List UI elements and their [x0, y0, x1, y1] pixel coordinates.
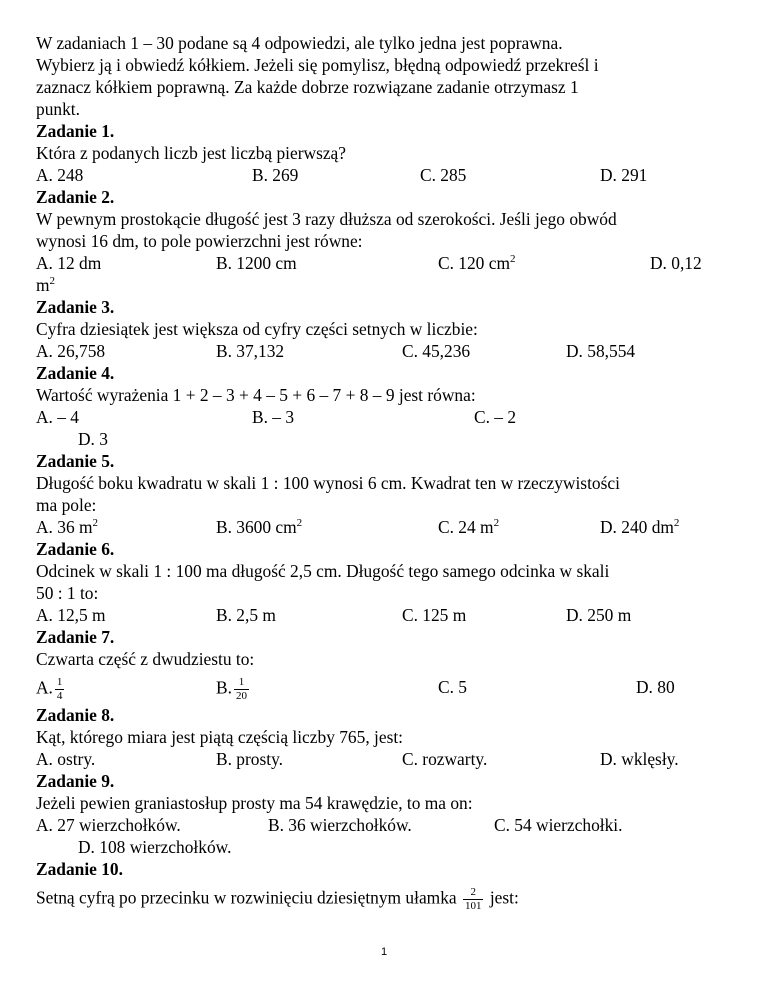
answer-row	[36, 670, 732, 704]
answer-row	[36, 814, 732, 836]
task-question: 50 : 1 to:	[36, 583, 99, 603]
answer-c[interactable]: C. – 2	[474, 407, 517, 427]
task-question: Odcinek w skali 1 : 100 ma długość 2,5 cm. Długość tego samego odcinka w skali	[36, 561, 610, 581]
task-question: Która z podanych liczb jest liczbą pierwszą?	[36, 143, 346, 163]
task-question	[36, 880, 732, 916]
answer-a[interactable]: A. 12 dm	[36, 253, 102, 273]
answer-continuation	[36, 274, 732, 296]
exponent: 2	[296, 517, 303, 530]
answer-c[interactable]: C. rozwarty.	[402, 749, 488, 769]
answer-a[interactable]	[36, 676, 66, 703]
exponent: 2	[49, 275, 56, 288]
answer-row	[36, 836, 732, 858]
task-title: Zadanie 2.	[36, 187, 115, 207]
answer-b[interactable]: B. 1200 cm	[216, 253, 297, 273]
intro-line	[36, 32, 732, 54]
task-title: Zadanie 9.	[36, 771, 115, 791]
answer-a-text: A.	[36, 677, 53, 698]
answer-c[interactable]: C. 54 wierzchołki.	[494, 815, 623, 835]
answer-a[interactable]: A. 12,5 m	[36, 605, 106, 625]
intro-text: Wybierz ją i obwiedź kółkiem. Jeżeli się pomylisz, błędną odpowiedź przekreśl i	[36, 55, 599, 75]
answer-b[interactable]: B. 36 wierzchołków.	[268, 815, 412, 835]
intro-line	[36, 98, 732, 120]
intro-line	[36, 76, 732, 98]
task-question: Kąt, którego miara jest piątą częścią liczby 765, jest:	[36, 727, 403, 747]
answer-c[interactable]	[438, 252, 515, 274]
answer-row	[36, 604, 732, 626]
task-title: Zadanie 5.	[36, 451, 115, 471]
exponent: 2	[509, 253, 516, 266]
intro-text: zaznacz kółkiem poprawną. Za każde dobrze rozwiązane zadanie otrzymasz 1	[36, 77, 579, 97]
fraction-numerator: 2	[463, 886, 484, 900]
answer-a[interactable]: A. 27 wierzchołków.	[36, 815, 181, 835]
answer-d[interactable]: D. 58,554	[566, 341, 636, 361]
task-question: Jeżeli pewien graniastosłup prosty ma 54 krawędzie, to ma on:	[36, 793, 473, 813]
task-title: Zadanie 6.	[36, 539, 115, 559]
answer-d[interactable]: D. wklęsły.	[600, 749, 679, 769]
answer-row	[36, 340, 732, 362]
task-title: Zadanie 3.	[36, 297, 115, 317]
answer-b[interactable]: B. 2,5 m	[216, 605, 276, 625]
answer-row	[36, 252, 732, 274]
answer-c[interactable]: C. 125 m	[402, 605, 467, 625]
answer-a[interactable]: A. 26,758	[36, 341, 106, 361]
fraction-denominator: 20	[235, 690, 247, 702]
answer-row	[36, 406, 732, 428]
answer-d-text: D. 240 dm	[600, 517, 674, 537]
exponent: 2	[493, 517, 500, 530]
answer-row	[36, 748, 732, 770]
answer-c-text: C. 120 cm	[438, 253, 510, 273]
answer-row	[36, 428, 732, 450]
task-question: Długość boku kwadratu w skali 1 : 100 wynosi 6 cm. Kwadrat ten w rzeczywistości	[36, 473, 620, 493]
answer-d[interactable]	[600, 516, 679, 538]
answer-b[interactable]: B. 269	[252, 165, 299, 185]
answer-a[interactable]: A. ostry.	[36, 749, 96, 769]
intro-line	[36, 54, 732, 76]
answer-a-text: A. 36 m	[36, 517, 93, 537]
answer-b-text: B. 3600 cm	[216, 517, 297, 537]
answer-row	[36, 164, 732, 186]
task-question: ma pole:	[36, 495, 97, 515]
answer-c[interactable]	[438, 516, 499, 538]
fraction	[234, 676, 249, 703]
answer-c[interactable]: C. 285	[420, 165, 467, 185]
answer-d[interactable]: D. 3	[78, 429, 108, 449]
answer-a[interactable]	[36, 516, 98, 538]
answer-c[interactable]: C. 45,236	[402, 341, 471, 361]
instructions	[36, 32, 732, 120]
answer-b[interactable]	[216, 516, 302, 538]
answer-d[interactable]: D. 250 m	[566, 605, 632, 625]
task-question: Cyfra dziesiątek jest większa od cyfry części setnych w liczbie:	[36, 319, 478, 339]
task-title: Zadanie 4.	[36, 363, 115, 383]
fraction-denominator: 4	[56, 690, 63, 702]
task-title: Zadanie 10.	[36, 859, 123, 879]
task-title: Zadanie 8.	[36, 705, 115, 725]
task-title: Zadanie 1.	[36, 121, 115, 141]
fraction	[463, 886, 484, 913]
answer-b-text: B.	[216, 677, 232, 698]
answer-a[interactable]: A. 248	[36, 165, 84, 185]
intro-text: punkt.	[36, 99, 80, 119]
answer-b[interactable]: B. 37,132	[216, 341, 285, 361]
intro-text: W zadaniach 1 – 30 podane są 4 odpowiedzi, ale tylko jedna jest poprawna.	[36, 33, 563, 53]
answer-d[interactable]: D. 0,12	[650, 253, 702, 273]
task-title: Zadanie 7.	[36, 627, 115, 647]
answer-b[interactable]: B. prosty.	[216, 749, 283, 769]
fraction	[55, 676, 65, 703]
answer-d[interactable]: D. 108 wierzchołków.	[78, 837, 232, 857]
question-text-end: jest:	[489, 887, 519, 908]
document-page	[36, 32, 732, 916]
task-question: W pewnym prostokącie długość jest 3 razy dłuższa od szerokości. Jeśli jego obwód	[36, 209, 617, 229]
task-question: wynosi 16 dm, to pole powierzchni jest równe:	[36, 231, 363, 251]
answer-d[interactable]: D. 291	[600, 165, 648, 185]
answer-b[interactable]: B. – 3	[252, 407, 295, 427]
answer-row	[36, 516, 732, 538]
answer-d[interactable]: D. 80	[636, 677, 675, 697]
page-number: 1	[380, 946, 388, 958]
answer-a[interactable]: A. – 4	[36, 407, 79, 427]
answer-c[interactable]: C. 5	[438, 677, 467, 697]
question-text: Setną cyfrą po przecinku w rozwinięciu dziesiętnym ułamka	[36, 887, 457, 908]
answer-c-text: C. 24 m	[438, 517, 494, 537]
task-question: Czwarta część z dwudziestu to:	[36, 649, 255, 669]
answer-b[interactable]	[216, 676, 251, 703]
answer-d-unit: m	[36, 275, 50, 295]
fraction-denominator: 101	[464, 900, 482, 912]
fraction-numerator: 1	[56, 676, 63, 688]
fraction-numerator: 1	[234, 676, 249, 690]
exponent: 2	[92, 517, 99, 530]
exponent: 2	[673, 517, 680, 530]
task-question: Wartość wyrażenia 1 + 2 – 3 + 4 – 5 + 6 – 7 + 8 – 9 jest równa:	[36, 385, 476, 405]
